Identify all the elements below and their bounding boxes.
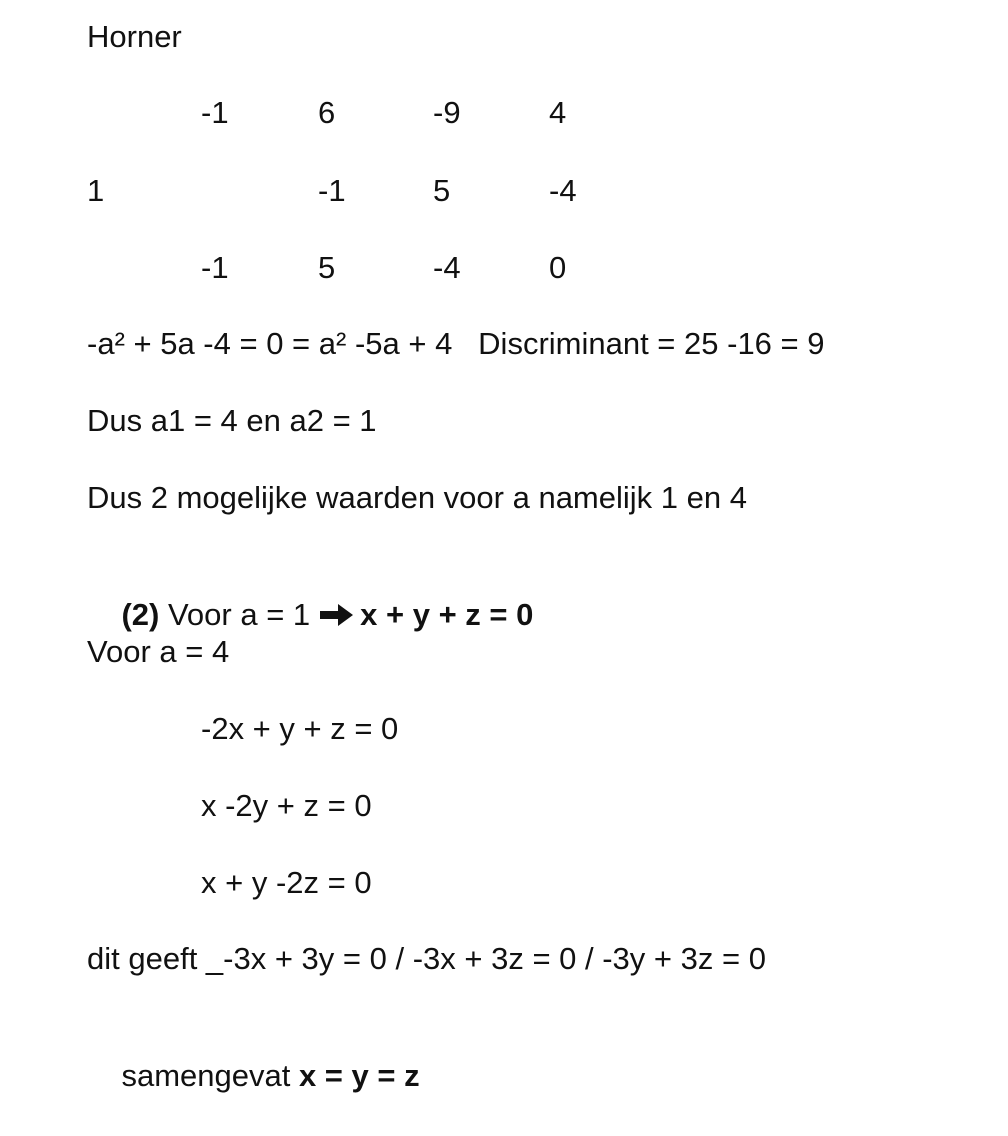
system-equation: -2x + y + z = 0 [201, 711, 399, 746]
heading-horner: Horner [87, 19, 182, 54]
horner-row2-label: 1 [87, 173, 105, 208]
part2-text: Voor a = 1 [159, 597, 311, 632]
part2-line [87, 555, 534, 632]
horner-row1-cell: -1 [201, 95, 229, 130]
quadratic-equation-line: -a² + 5a -4 = 0 = a² -5a + 4 Discriminant = 25 -16 = 9 [87, 326, 825, 361]
horner-row3-cell: -1 [201, 250, 229, 285]
system-equation: x + y -2z = 0 [201, 865, 372, 900]
summary-line [87, 1016, 420, 1093]
part2-label: (2) [121, 597, 160, 632]
horner-row1-cell: 6 [318, 95, 336, 130]
right-arrow-icon [320, 603, 354, 627]
horner-row1-cell: 4 [549, 95, 567, 130]
horner-row3-cell: -4 [433, 250, 461, 285]
horner-row3-cell: 5 [318, 250, 336, 285]
derived-equations-line: dit geeft _-3x + 3y = 0 / -3x + 3z = 0 / -3y + 3z = 0 [87, 941, 766, 976]
horner-row2-cell: 5 [433, 173, 451, 208]
horner-row2-cell: -1 [318, 173, 346, 208]
horner-row3-cell: 0 [549, 250, 567, 285]
summary-result: x = y = z [298, 1058, 420, 1093]
conclusion-line: Dus 2 mogelijke waarden voor a namelijk 1 en 4 [87, 480, 747, 515]
horner-row1-cell: -9 [433, 95, 461, 130]
summary-prefix: samengevat [121, 1058, 299, 1093]
part2-result: x + y + z = 0 [360, 597, 534, 632]
case-a4-heading: Voor a = 4 [87, 634, 230, 669]
system-equation: x -2y + z = 0 [201, 788, 372, 823]
roots-line: Dus a1 = 4 en a2 = 1 [87, 403, 377, 438]
horner-row2-cell: -4 [549, 173, 577, 208]
